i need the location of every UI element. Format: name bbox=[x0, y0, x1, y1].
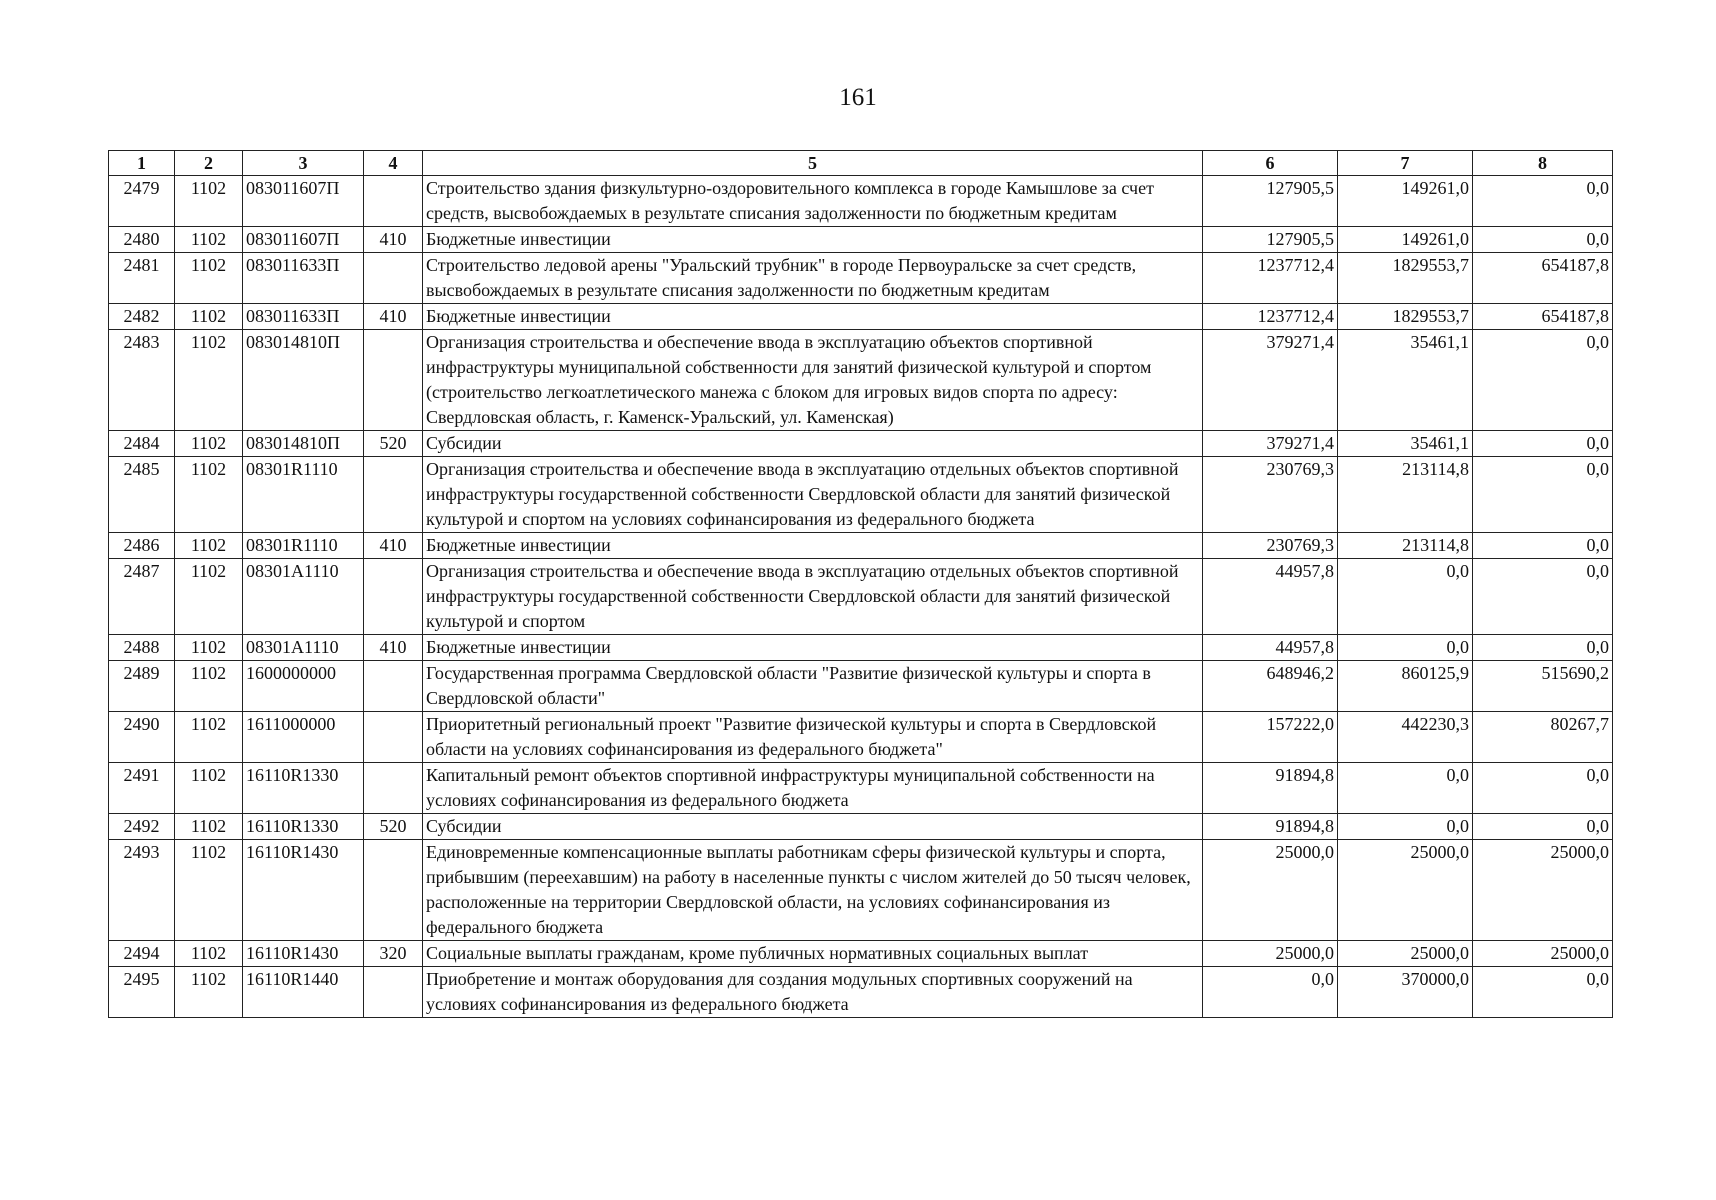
expense-type-code bbox=[364, 840, 423, 941]
row-number: 2490 bbox=[109, 712, 175, 763]
expense-type-code bbox=[364, 661, 423, 712]
amount-col7: 213114,8 bbox=[1338, 533, 1473, 559]
table-row bbox=[109, 712, 1613, 763]
amount-col6: 230769,3 bbox=[1203, 533, 1338, 559]
amount-col6: 648946,2 bbox=[1203, 661, 1338, 712]
amount-col8: 515690,2 bbox=[1473, 661, 1613, 712]
section-code: 1102 bbox=[175, 941, 243, 967]
column-header: 2 bbox=[175, 151, 243, 176]
row-number: 2480 bbox=[109, 227, 175, 253]
section-code: 1102 bbox=[175, 227, 243, 253]
table-row bbox=[109, 431, 1613, 457]
amount-col7: 1829553,7 bbox=[1338, 253, 1473, 304]
amount-col8: 25000,0 bbox=[1473, 840, 1613, 941]
row-number: 2487 bbox=[109, 559, 175, 635]
row-number: 2495 bbox=[109, 967, 175, 1018]
amount-col6: 25000,0 bbox=[1203, 840, 1338, 941]
amount-col6: 91894,8 bbox=[1203, 763, 1338, 814]
budget-table bbox=[108, 150, 1613, 1018]
amount-col7: 35461,1 bbox=[1338, 431, 1473, 457]
amount-col7: 213114,8 bbox=[1338, 457, 1473, 533]
amount-col7: 149261,0 bbox=[1338, 176, 1473, 227]
row-number: 2482 bbox=[109, 304, 175, 330]
amount-col7: 0,0 bbox=[1338, 559, 1473, 635]
amount-col8: 0,0 bbox=[1473, 176, 1613, 227]
target-article-code: 083011633П bbox=[243, 304, 364, 330]
amount-col6: 127905,5 bbox=[1203, 176, 1338, 227]
column-header: 6 bbox=[1203, 151, 1338, 176]
amount-col8: 0,0 bbox=[1473, 227, 1613, 253]
section-code: 1102 bbox=[175, 967, 243, 1018]
table-row bbox=[109, 661, 1613, 712]
table-row bbox=[109, 967, 1613, 1018]
section-code: 1102 bbox=[175, 814, 243, 840]
expense-type-code bbox=[364, 712, 423, 763]
row-number: 2489 bbox=[109, 661, 175, 712]
expense-type-code bbox=[364, 253, 423, 304]
row-number: 2483 bbox=[109, 330, 175, 431]
target-article-code: 08301А1110 bbox=[243, 559, 364, 635]
section-code: 1102 bbox=[175, 559, 243, 635]
table-row bbox=[109, 304, 1613, 330]
amount-col7: 0,0 bbox=[1338, 763, 1473, 814]
row-number: 2494 bbox=[109, 941, 175, 967]
row-number: 2491 bbox=[109, 763, 175, 814]
amount-col7: 442230,3 bbox=[1338, 712, 1473, 763]
section-code: 1102 bbox=[175, 330, 243, 431]
amount-col7: 860125,9 bbox=[1338, 661, 1473, 712]
target-article-code: 083011607П bbox=[243, 176, 364, 227]
target-article-code: 16110R1330 bbox=[243, 763, 364, 814]
amount-col8: 654187,8 bbox=[1473, 253, 1613, 304]
table-row bbox=[109, 457, 1613, 533]
target-article-code: 1600000000 bbox=[243, 661, 364, 712]
section-code: 1102 bbox=[175, 635, 243, 661]
table-row bbox=[109, 533, 1613, 559]
row-number: 2492 bbox=[109, 814, 175, 840]
amount-col7: 0,0 bbox=[1338, 814, 1473, 840]
amount-col8: 0,0 bbox=[1473, 457, 1613, 533]
amount-col6: 230769,3 bbox=[1203, 457, 1338, 533]
row-number: 2493 bbox=[109, 840, 175, 941]
target-article-code: 16110R1430 bbox=[243, 941, 364, 967]
table-row bbox=[109, 840, 1613, 941]
amount-col8: 25000,0 bbox=[1473, 941, 1613, 967]
expense-type-code bbox=[364, 176, 423, 227]
amount-col8: 654187,8 bbox=[1473, 304, 1613, 330]
item-name: Бюджетные инвестиции bbox=[423, 635, 1203, 661]
amount-col7: 149261,0 bbox=[1338, 227, 1473, 253]
expense-type-code bbox=[364, 763, 423, 814]
item-name: Социальные выплаты гражданам, кроме публичных нормативных социальных выплат bbox=[423, 941, 1203, 967]
section-code: 1102 bbox=[175, 253, 243, 304]
item-name: Строительство ледовой арены "Уральский трубник" в городе Первоуральске за счет средств, высвобождаемых в результате списания задолженности по бюджетным кредитам bbox=[423, 253, 1203, 304]
table-row bbox=[109, 763, 1613, 814]
expense-type-code: 410 bbox=[364, 533, 423, 559]
amount-col6: 0,0 bbox=[1203, 967, 1338, 1018]
amount-col6: 379271,4 bbox=[1203, 330, 1338, 431]
row-number: 2485 bbox=[109, 457, 175, 533]
amount-col6: 1237712,4 bbox=[1203, 253, 1338, 304]
expense-type-code bbox=[364, 457, 423, 533]
table-row bbox=[109, 559, 1613, 635]
amount-col8: 0,0 bbox=[1473, 431, 1613, 457]
amount-col8: 0,0 bbox=[1473, 967, 1613, 1018]
item-name: Приобретение и монтаж оборудования для создания модульных спортивных сооружений на условиях софинансирования из федерального бюджета bbox=[423, 967, 1203, 1018]
amount-col6: 157222,0 bbox=[1203, 712, 1338, 763]
target-article-code: 16110R1440 bbox=[243, 967, 364, 1018]
expense-type-code: 520 bbox=[364, 814, 423, 840]
amount-col6: 44957,8 bbox=[1203, 635, 1338, 661]
expense-type-code bbox=[364, 330, 423, 431]
item-name: Единовременные компенсационные выплаты работникам сферы физической культуры и спорта, прибывшим (переехавшим) на работу в населенные пункты с числом жителей до 50 тысяч человек, расположенные на территории Свердловской области, на условиях софинансирования из федерального бюджета bbox=[423, 840, 1203, 941]
amount-col6: 1237712,4 bbox=[1203, 304, 1338, 330]
page-number: 161 bbox=[839, 84, 877, 111]
item-name: Организация строительства и обеспечение ввода в эксплуатацию отдельных объектов спортивной инфраструктуры государственной собственности Свердловской области для занятий физической культурой и спортом bbox=[423, 559, 1203, 635]
column-header: 5 bbox=[423, 151, 1203, 176]
amount-col7: 25000,0 bbox=[1338, 941, 1473, 967]
row-number: 2488 bbox=[109, 635, 175, 661]
section-code: 1102 bbox=[175, 661, 243, 712]
item-name: Бюджетные инвестиции bbox=[423, 227, 1203, 253]
table-row bbox=[109, 330, 1613, 431]
item-name: Организация строительства и обеспечение ввода в эксплуатацию объектов спортивной инфраструктуры муниципальной собственности для занятий физической культурой и спортом (строительство легкоатлетического манежа с блоком для игровых видов спорта по адресу: Свердловская область, г. Каменск-Уральский, ул. Каменская) bbox=[423, 330, 1203, 431]
amount-col7: 1829553,7 bbox=[1338, 304, 1473, 330]
row-number: 2486 bbox=[109, 533, 175, 559]
section-code: 1102 bbox=[175, 712, 243, 763]
item-name: Организация строительства и обеспечение ввода в эксплуатацию отдельных объектов спортивной инфраструктуры государственной собственности Свердловской области для занятий физической культурой и спортом на условиях софинансирования из федерального бюджета bbox=[423, 457, 1203, 533]
table-row bbox=[109, 253, 1613, 304]
table-body bbox=[109, 176, 1613, 1018]
target-article-code: 083014810П bbox=[243, 330, 364, 431]
table-row bbox=[109, 941, 1613, 967]
target-article-code: 1611000000 bbox=[243, 712, 364, 763]
target-article-code: 16110R1430 bbox=[243, 840, 364, 941]
amount-col8: 0,0 bbox=[1473, 763, 1613, 814]
column-header: 1 bbox=[109, 151, 175, 176]
amount-col8: 0,0 bbox=[1473, 330, 1613, 431]
amount-col6: 44957,8 bbox=[1203, 559, 1338, 635]
amount-col7: 0,0 bbox=[1338, 635, 1473, 661]
table-row bbox=[109, 814, 1613, 840]
expense-type-code: 410 bbox=[364, 635, 423, 661]
amount-col8: 0,0 bbox=[1473, 559, 1613, 635]
section-code: 1102 bbox=[175, 431, 243, 457]
amount-col6: 25000,0 bbox=[1203, 941, 1338, 967]
item-name: Бюджетные инвестиции bbox=[423, 533, 1203, 559]
table-row bbox=[109, 635, 1613, 661]
section-code: 1102 bbox=[175, 533, 243, 559]
row-number: 2479 bbox=[109, 176, 175, 227]
item-name: Государственная программа Свердловской области "Развитие физической культуры и спорта в Свердловской области" bbox=[423, 661, 1203, 712]
expense-type-code: 410 bbox=[364, 304, 423, 330]
expense-type-code bbox=[364, 559, 423, 635]
section-code: 1102 bbox=[175, 457, 243, 533]
item-name: Приоритетный региональный проект "Развитие физической культуры и спорта в Свердловской области на условиях софинансирования из федерального бюджета" bbox=[423, 712, 1203, 763]
section-code: 1102 bbox=[175, 840, 243, 941]
table-header-row bbox=[109, 151, 1613, 176]
target-article-code: 16110R1330 bbox=[243, 814, 364, 840]
amount-col7: 25000,0 bbox=[1338, 840, 1473, 941]
amount-col6: 91894,8 bbox=[1203, 814, 1338, 840]
item-name: Строительство здания физкультурно-оздоровительного комплекса в городе Камышлове за счет средств, высвобождаемых в результате списания задолженности по бюджетным кредитам bbox=[423, 176, 1203, 227]
target-article-code: 083011607П bbox=[243, 227, 364, 253]
item-name: Капитальный ремонт объектов спортивной инфраструктуры муниципальной собственности на условиях софинансирования из федерального бюджета bbox=[423, 763, 1203, 814]
item-name: Бюджетные инвестиции bbox=[423, 304, 1203, 330]
section-code: 1102 bbox=[175, 176, 243, 227]
target-article-code: 08301R1110 bbox=[243, 533, 364, 559]
expense-type-code: 320 bbox=[364, 941, 423, 967]
section-code: 1102 bbox=[175, 763, 243, 814]
item-name: Субсидии bbox=[423, 431, 1203, 457]
amount-col7: 370000,0 bbox=[1338, 967, 1473, 1018]
section-code: 1102 bbox=[175, 304, 243, 330]
row-number: 2481 bbox=[109, 253, 175, 304]
amount-col8: 0,0 bbox=[1473, 533, 1613, 559]
column-header: 7 bbox=[1338, 151, 1473, 176]
table-row bbox=[109, 227, 1613, 253]
column-header: 3 bbox=[243, 151, 364, 176]
item-name: Субсидии bbox=[423, 814, 1203, 840]
column-header: 4 bbox=[364, 151, 423, 176]
amount-col8: 80267,7 bbox=[1473, 712, 1613, 763]
amount-col6: 127905,5 bbox=[1203, 227, 1338, 253]
expense-type-code: 520 bbox=[364, 431, 423, 457]
target-article-code: 083014810П bbox=[243, 431, 364, 457]
row-number: 2484 bbox=[109, 431, 175, 457]
expense-type-code bbox=[364, 967, 423, 1018]
amount-col7: 35461,1 bbox=[1338, 330, 1473, 431]
amount-col8: 0,0 bbox=[1473, 635, 1613, 661]
column-header: 8 bbox=[1473, 151, 1613, 176]
target-article-code: 083011633П bbox=[243, 253, 364, 304]
target-article-code: 08301R1110 bbox=[243, 457, 364, 533]
target-article-code: 08301А1110 bbox=[243, 635, 364, 661]
amount-col6: 379271,4 bbox=[1203, 431, 1338, 457]
amount-col8: 0,0 bbox=[1473, 814, 1613, 840]
table-row bbox=[109, 176, 1613, 227]
expense-type-code: 410 bbox=[364, 227, 423, 253]
